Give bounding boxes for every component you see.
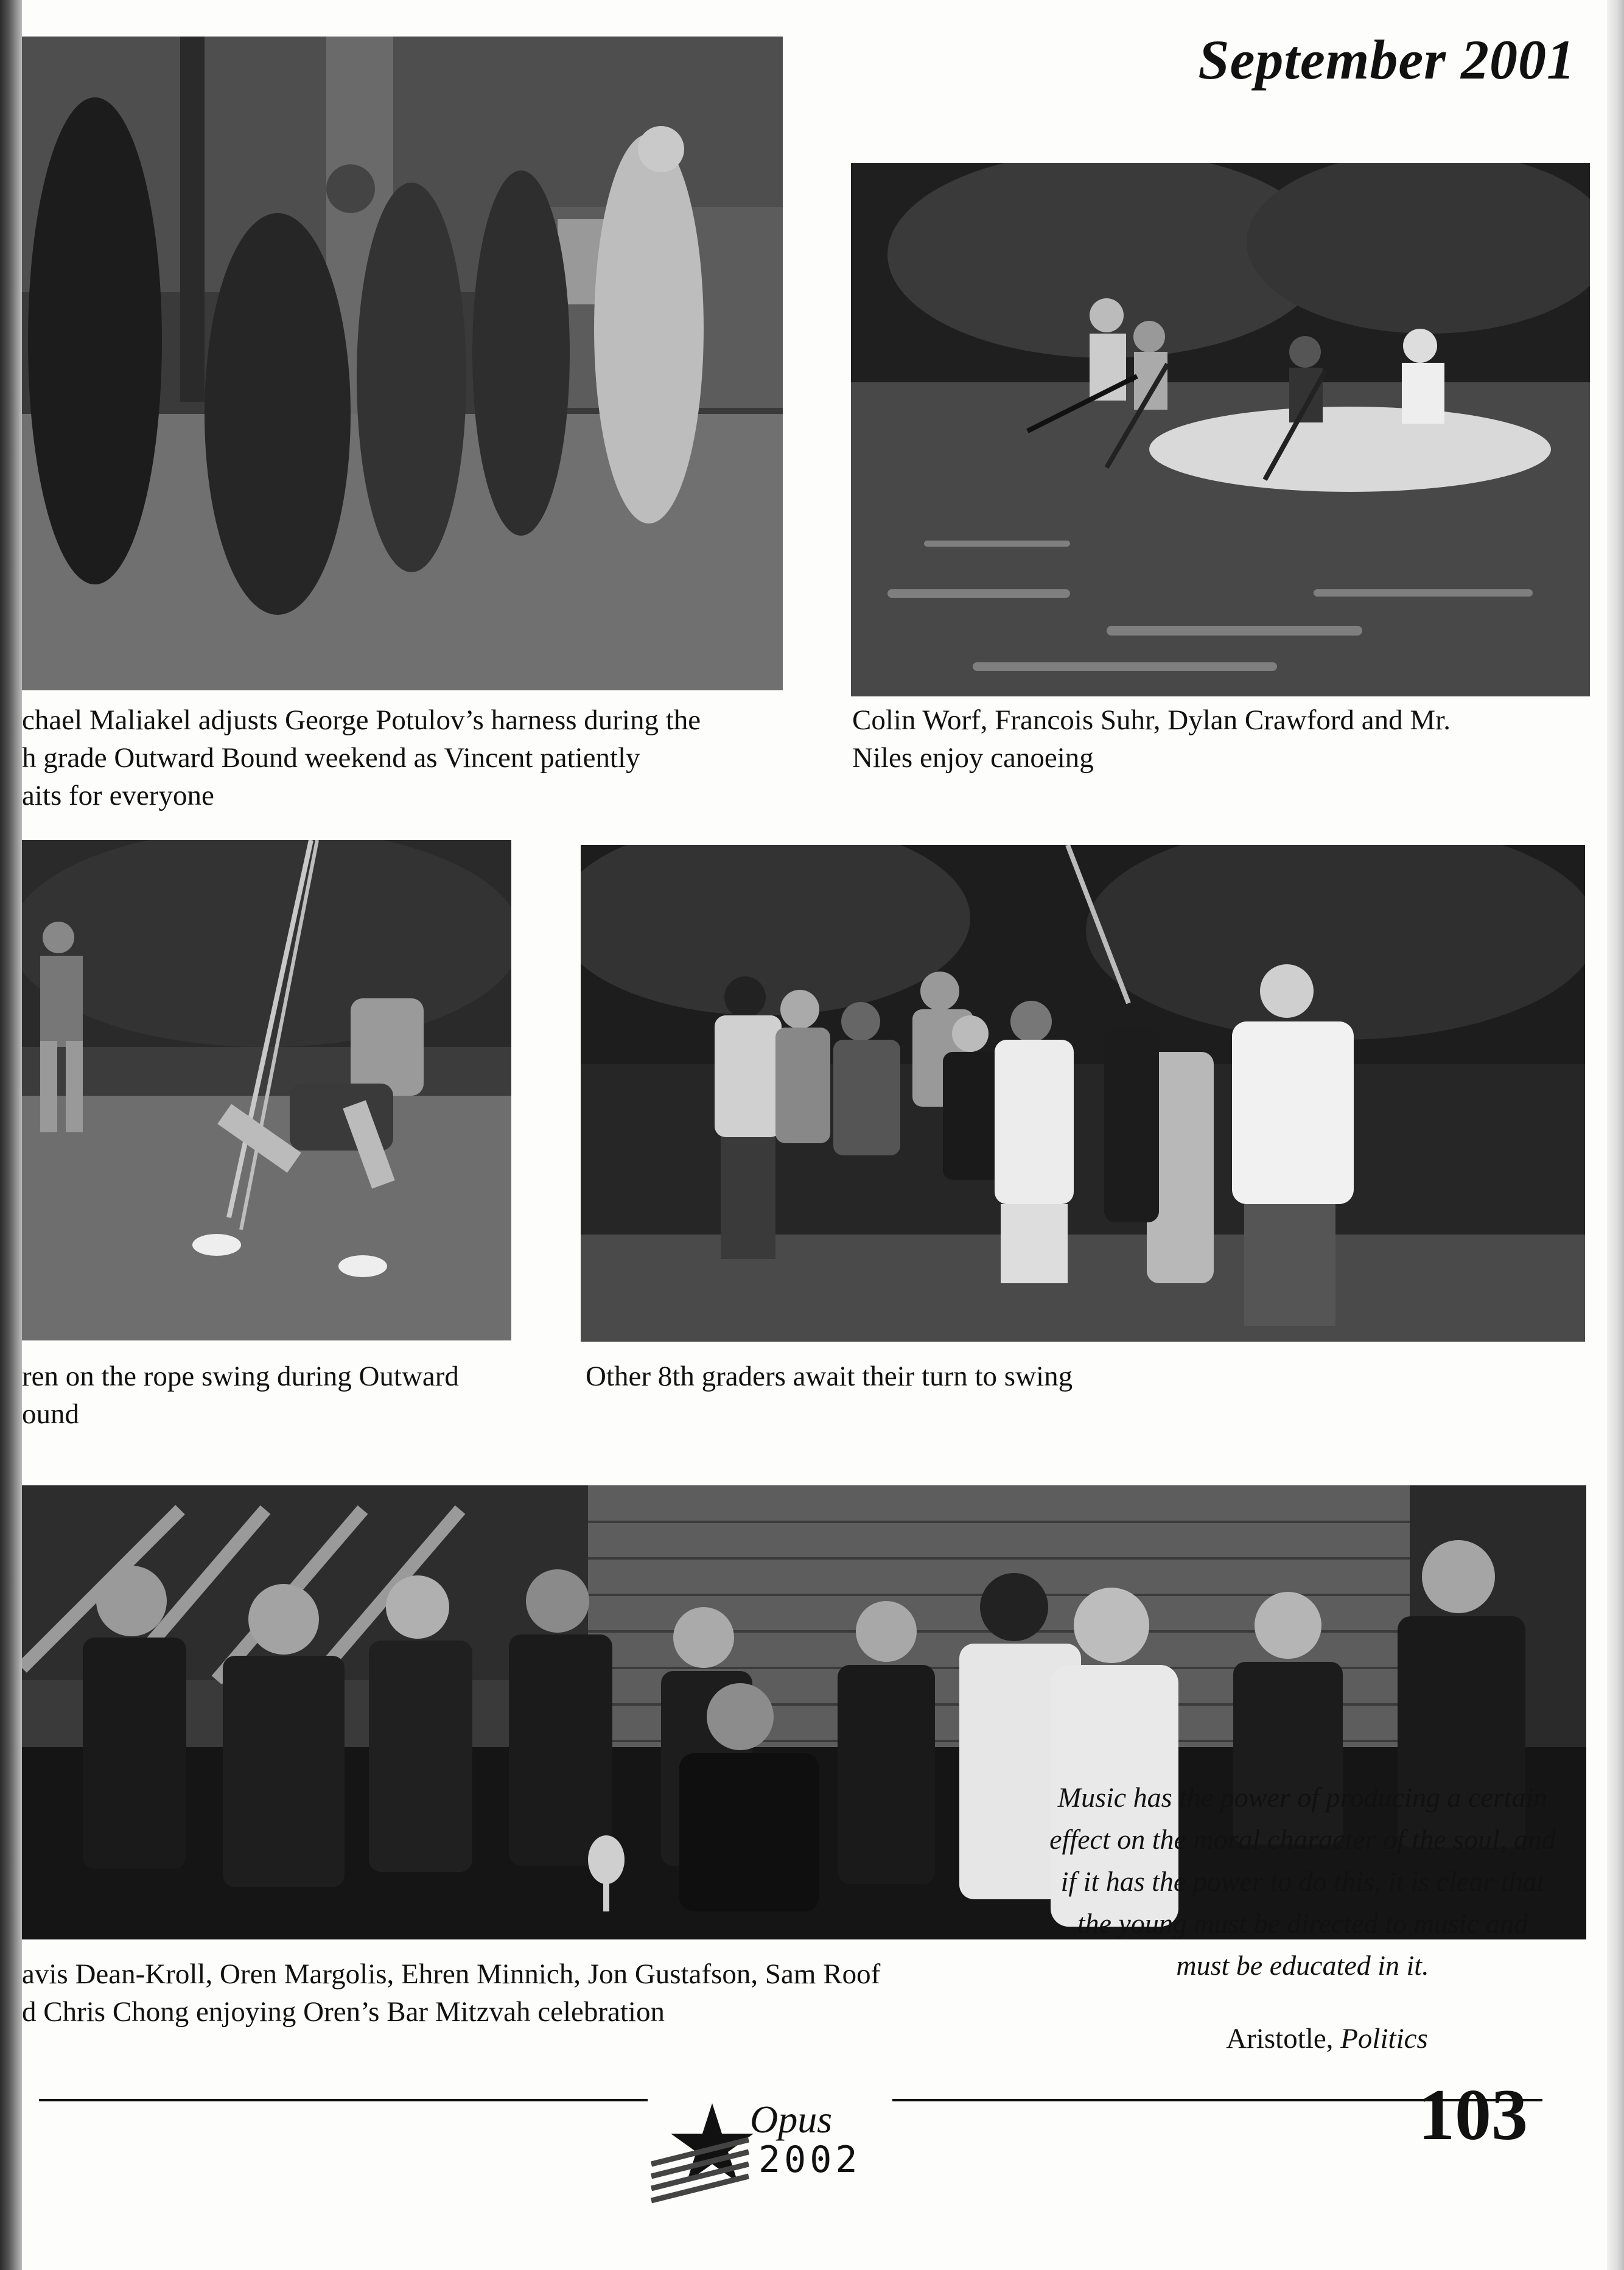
quote-line: Music has the power of producing a certain xyxy=(1057,1782,1548,1813)
caption-line: avis Dean-Kroll, Oren Margolis, Ehren Minnich, Jon Gustafson, Sam Roof xyxy=(22,1958,881,1990)
quote-line: effect on the moral character of the soul, and xyxy=(1049,1824,1556,1855)
caption-line: Other 8th graders await their turn to swing xyxy=(586,1361,1073,1392)
flag-star-icon xyxy=(645,2097,767,2213)
caption-group-waiting xyxy=(586,1357,1584,1395)
photo-rope-swing xyxy=(22,840,511,1340)
caption-line: h grade Outward Bound weekend as Vincent patiently xyxy=(22,742,640,774)
quote-line: the young must be directed to music and xyxy=(1077,1908,1528,1939)
photo-harness xyxy=(22,37,783,690)
aristotle-quote xyxy=(1010,1776,1595,1986)
photo-group-waiting xyxy=(581,845,1585,1342)
caption-line: Niles enjoy canoeing xyxy=(852,742,1094,774)
page-binding-shadow xyxy=(0,0,22,2270)
caption-line: ren on the rope swing during Outward xyxy=(22,1361,459,1392)
page-number: 103 xyxy=(1418,2074,1528,2155)
quote-line: must be educated in it. xyxy=(1176,1950,1429,1981)
caption-line: d Chris Chong enjoying Oren’s Bar Mitzvah celebration xyxy=(22,1996,665,2028)
caption-line: ound xyxy=(22,1398,79,1430)
quote-attribution xyxy=(1132,2022,1522,2055)
page-edge xyxy=(1607,0,1624,2270)
caption-line: aits for everyone xyxy=(22,780,214,811)
page-date-header: September 2001 xyxy=(1198,29,1575,91)
opus-logo xyxy=(645,2097,913,2219)
caption-line: chael Maliakel adjusts George Potulov’s harness during the xyxy=(22,704,701,736)
quote-line: if it has the power to do this, it is clear that xyxy=(1060,1866,1545,1897)
caption-bar-mitzvah xyxy=(22,1955,1008,2031)
footer-rule-left xyxy=(39,2099,648,2101)
caption-line: Colin Worf, Francois Suhr, Dylan Crawford and Mr. xyxy=(852,704,1451,736)
quote-author: Aristotle, xyxy=(1226,2023,1334,2055)
logo-year: 2002 xyxy=(758,2139,861,2181)
photo-canoeing xyxy=(851,163,1590,696)
caption-rope-swing xyxy=(22,1357,509,1433)
logo-word: Opus xyxy=(750,2098,833,2141)
quote-work: Politics xyxy=(1340,2023,1428,2055)
caption-canoeing xyxy=(852,701,1595,777)
caption-harness xyxy=(22,701,789,814)
